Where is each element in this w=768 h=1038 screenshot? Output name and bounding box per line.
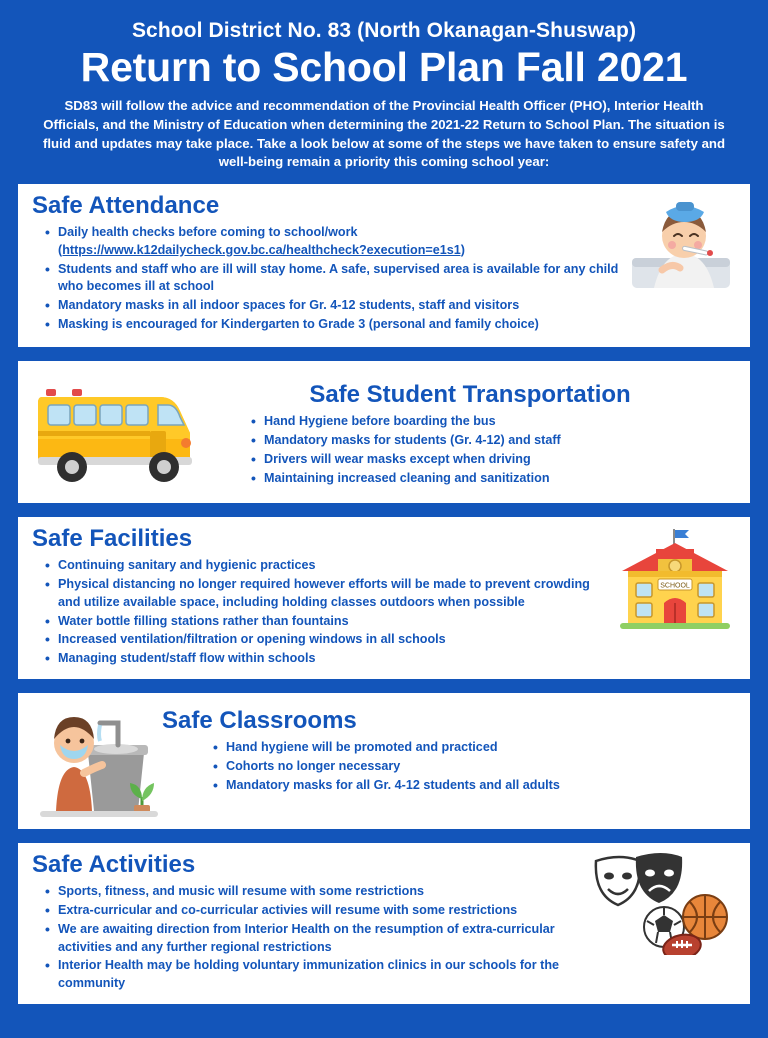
list-item: • Hand Hygiene before boarding the bus xyxy=(264,413,736,431)
list-item: • Maintaining increased cleaning and sanitization xyxy=(264,470,736,488)
list-item xyxy=(58,224,626,260)
intro-paragraph: SD83 will follow the advice and recommendation of the Provincial Health Officer (PHO), Interior Health Officials, and the Ministry of Education when determining the 2021-22 Return to School Plan. The situation is fluid and updates may take place. Take a look below at some of the steps we have taken to ensure safety and well-being remain a priority this coming school year: xyxy=(42,98,726,170)
footer-strip xyxy=(0,1028,768,1038)
list-item: • Cohorts no longer necessary xyxy=(226,758,736,776)
page-title: Return to School Plan Fall 2021 xyxy=(80,44,688,91)
section-card-safe-facilities xyxy=(18,517,750,679)
list-item: • Masking is encouraged for Kindergarten to Grade 3 (personal and family choice) xyxy=(58,316,626,334)
list-item: • Continuing sanitary and hygienic practices xyxy=(58,557,614,575)
list-item: • Sports, fitness, and music will resume with some restrictions xyxy=(58,883,590,901)
list-item: • Mandatory masks for students (Gr. 4-12) and staff xyxy=(264,432,736,450)
section-card-safe-activities xyxy=(18,843,750,1004)
section-bullets xyxy=(204,413,736,488)
list-item: • We are awaiting direction from Interior Health on the resumption of extra-curricular activities and any further regional restrictions xyxy=(58,921,590,957)
list-item: • Drivers will wear masks except when driving xyxy=(264,451,736,469)
poster-header xyxy=(0,0,768,176)
health-check-link[interactable]: (https://www.k12dailycheck.gov.bc.ca/healthcheck?execution=e1s1) xyxy=(58,242,465,257)
list-item: • Managing student/staff flow within schools xyxy=(58,650,614,668)
list-item: • Hand hygiene will be promoted and practiced xyxy=(226,739,736,757)
svg-text:SCHOOL: SCHOOL xyxy=(660,582,690,590)
sports-and-arts-icon xyxy=(590,851,736,955)
list-item: • Extra-curricular and co-curricular activies will resume with some restrictions xyxy=(58,902,590,920)
section-bullets xyxy=(32,883,590,993)
handwashing-child-icon xyxy=(32,701,162,819)
section-title: Safe Activities xyxy=(32,851,196,879)
section-card-safe-attendance xyxy=(18,184,750,347)
list-item: • Water bottle filling stations rather than fountains xyxy=(58,613,614,631)
district-name: School District No. 83 (North Okanagan-Shuswap) xyxy=(131,19,637,42)
section-bullets xyxy=(32,224,626,334)
section-title: Safe Facilities xyxy=(32,525,193,553)
section-bullets xyxy=(32,557,614,668)
school-building-icon xyxy=(614,525,736,635)
list-item: • Mandatory masks for all Gr. 4-12 students and all adults xyxy=(226,777,736,795)
section-title: Safe Student Transportation xyxy=(309,381,631,409)
bullet-text: Daily health checks before coming to school/work xyxy=(58,224,358,239)
list-item: • Increased ventilation/filtration or opening windows in all schools xyxy=(58,631,614,649)
sections-list xyxy=(0,176,768,1028)
list-item: • Physical distancing no longer required however efforts will be made to prevent crowding and utilize available space, including holding classes outdoors when possible xyxy=(58,576,614,612)
section-title: Safe Classrooms xyxy=(162,707,357,735)
list-item: • Mandatory masks in all indoor spaces for Gr. 4-12 students, staff and visitors xyxy=(58,297,626,315)
section-title: Safe Attendance xyxy=(32,192,220,220)
section-bullets xyxy=(162,739,736,795)
section-card-safe-student-transportation xyxy=(18,361,750,503)
list-item: • Interior Health may be holding voluntary immunization clinics in our schools for the community xyxy=(58,957,590,993)
section-card-safe-classrooms xyxy=(18,693,750,829)
school-bus-icon xyxy=(32,371,204,491)
sick-child-icon xyxy=(626,192,736,296)
list-item: • Students and staff who are ill will stay home. A safe, supervised area is available for any child who becomes ill at school xyxy=(58,261,626,297)
